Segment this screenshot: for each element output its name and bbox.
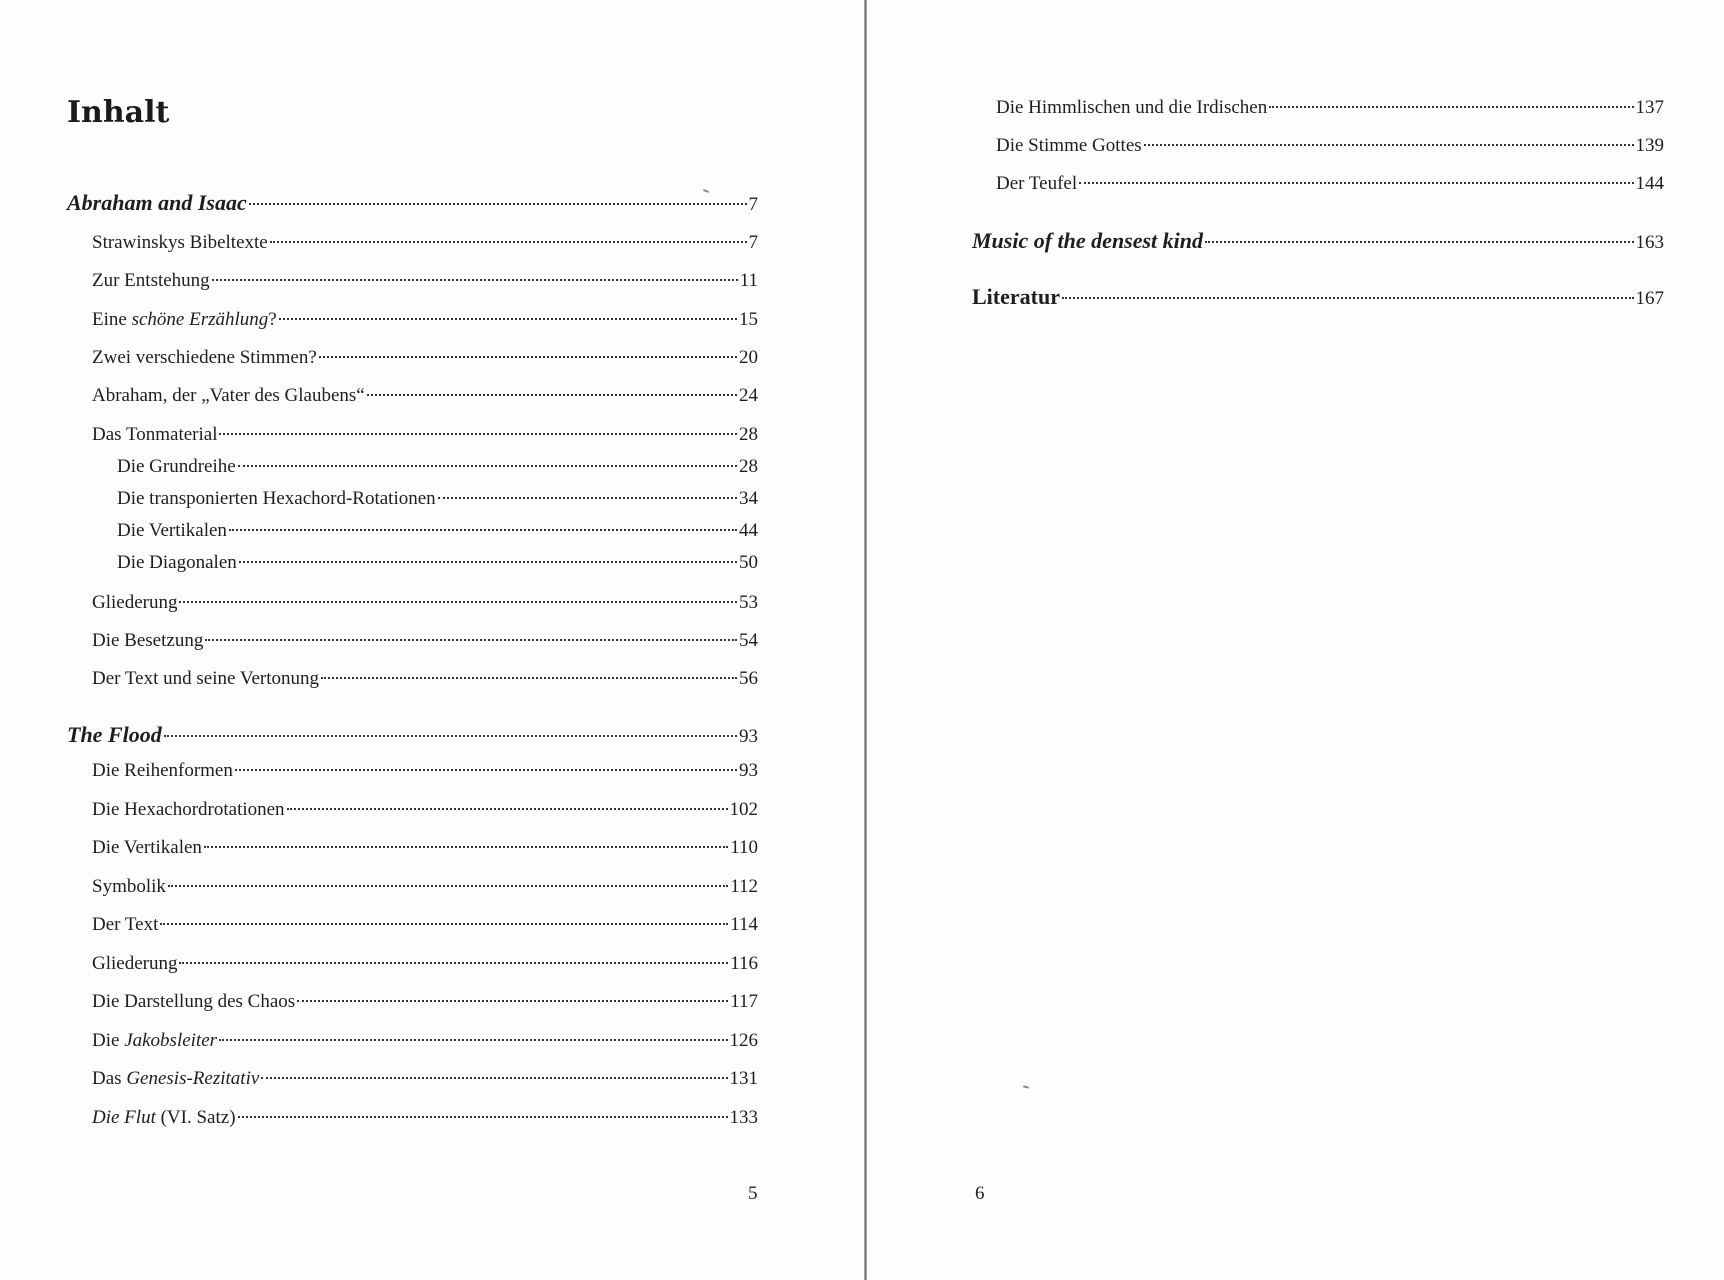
toc-entry-text: Die Vertikalen [117,520,227,541]
toc-page-number: 163 [1635,232,1664,253]
toc-entry-title [972,228,1203,254]
toc-section-entry [92,760,758,782]
toc-entry-emphasis: Music of the densest kind [972,228,1204,253]
toc-section-entry [92,837,758,859]
toc-dot-leader [204,846,728,848]
toc-entry-title [117,488,436,510]
page-heading: Inhalt [67,95,170,130]
toc-dot-leader [287,808,728,810]
toc-chapter-entry [972,284,1664,310]
toc-page-number: 11 [739,270,758,291]
toc-entry-title [92,270,210,292]
toc-dot-leader [261,1077,727,1079]
toc-entry-title [92,876,166,898]
toc-entry-title [92,668,319,690]
toc-entry-title [117,456,236,478]
toc-entry-text: Das [92,1068,127,1089]
toc-page-number: 20 [739,347,758,368]
toc-page-number: 102 [729,799,758,820]
toc-entry-text: Der Teufel [996,173,1078,194]
toc-entry-title [92,914,158,936]
toc-dot-leader [321,677,737,679]
toc-page-number: 133 [729,1107,758,1128]
toc-entry-text: Symbolik [92,876,166,897]
toc-entry-emphasis: Jakobsleiter [124,1030,218,1051]
toc-entry-text: Abraham, der „Vater des Glaubens“ [92,385,365,406]
toc-entry-title [92,347,317,369]
toc-page-number: 117 [730,991,758,1012]
toc-entry-title [67,190,247,216]
page-number: 5 [748,1183,758,1204]
toc-section-entry [92,668,758,690]
toc-entry-text: Zur Entstehung [92,270,210,291]
toc-entry-text: Strawinskys Bibeltexte [92,232,268,253]
toc-page-number: 116 [730,953,758,974]
toc-page-number: 114 [730,914,758,935]
toc-entry-text: Die Diagonalen [117,552,237,573]
toc-entry-text-suffix: ? [268,309,277,330]
toc-page-number: 7 [748,194,758,215]
toc-page-number: 44 [739,520,758,541]
toc-entry-text: Der Text und seine Vertonung [92,668,319,689]
toc-page-number: 34 [739,488,758,509]
toc-dot-leader [270,241,747,243]
toc-page-number: 54 [739,630,758,651]
toc-section-entry [996,173,1664,195]
toc-entry-title [92,630,203,652]
toc-entry-title [92,592,177,614]
page-number: 6 [975,1183,985,1204]
toc-page-number: 93 [739,726,758,747]
toc-page-number: 137 [1635,97,1664,118]
toc-dot-leader [238,465,737,467]
toc-entry-title [92,799,285,821]
toc-entry-title [92,953,177,975]
toc-entry-title [92,1068,259,1090]
toc-section-entry [92,876,758,898]
toc-entry-text: Die Reihenformen [92,760,233,781]
toc-dot-leader [229,529,737,531]
toc-entry-text: Die Darstellung des Chaos [92,991,296,1012]
toc-entry-title [996,135,1142,157]
toc-dot-leader [438,497,737,499]
toc-entry-text: Der Text [92,914,159,935]
toc-entry-title [67,722,162,748]
toc-chapter-entry [67,722,758,748]
toc-dot-leader [1205,241,1633,243]
toc-entry-emphasis: Die Flut [92,1107,156,1128]
toc-entry-title [996,173,1077,195]
toc-section-entry [92,799,758,821]
toc-page-number: 15 [739,309,758,330]
toc-page-number: 167 [1635,288,1664,309]
toc-entry-text: Die Besetzung [92,630,204,651]
toc-section-entry [92,1107,758,1129]
toc-section-entry [92,232,758,254]
toc-entry-title [92,837,202,859]
toc-entry-title [996,97,1267,119]
toc-entry-text: Die Stimme Gottes [996,135,1142,156]
toc-dot-leader [249,203,747,205]
toc-dot-leader [1079,182,1633,184]
toc-dot-leader [168,885,728,887]
toc-dot-leader [279,318,737,320]
toc-page-number: 50 [739,552,758,573]
toc-dot-leader [219,433,737,435]
toc-dot-leader [219,1039,727,1041]
toc-section-entry [92,424,758,446]
toc-dot-leader [1269,106,1633,108]
toc-section-entry [92,1068,758,1090]
toc-page-number: 28 [739,456,758,477]
toc-page-number: 112 [730,876,758,897]
toc-entry-text: Das Tonmaterial [92,424,218,445]
toc-entry-text: Die Hexachordrotationen [92,799,285,820]
toc-section-entry [92,630,758,652]
toc-entry-title [92,309,277,331]
toc-page-number: 7 [748,232,758,253]
toc-entry-text: Die [92,1030,125,1051]
toc-section-entry [92,914,758,936]
toc-entry-text-suffix: (VI. Satz) [155,1107,236,1128]
toc-entry-emphasis: Genesis-Rezitativ [126,1068,260,1089]
toc-section-entry [92,592,758,614]
toc-section-entry [92,953,758,975]
toc-entry-title [92,424,217,446]
toc-entry-title [92,385,365,407]
toc-page-number: 93 [739,760,758,781]
toc-entry-text: Literatur [972,284,1060,309]
toc-dot-leader [205,639,737,641]
toc-section-entry [92,385,758,407]
toc-page-number: 139 [1635,135,1664,156]
toc-page-number: 53 [739,592,758,613]
toc-entry-title [92,991,295,1013]
toc-entry-title [92,232,268,254]
toc-entry-text: Die transponierten Hexachord-Rotationen [117,488,436,509]
toc-dot-leader [319,356,737,358]
toc-section-entry [92,991,758,1013]
book-gutter [864,0,867,1280]
toc-entry-title [972,284,1060,310]
toc-page-number: 56 [739,668,758,689]
toc-entry-text: Die Vertikalen [92,837,202,858]
toc-entry-title [117,552,237,574]
toc-entry-text: Die Himmlischen und die Irdischen [996,97,1268,118]
toc-entry-title [92,1107,236,1129]
toc-entry-emphasis: Abraham and Isaac [67,190,247,215]
toc-page-number: 144 [1635,173,1664,194]
toc-page-number: 24 [739,385,758,406]
toc-subsection-entry [117,552,758,574]
toc-entry-text: Gliederung [92,953,178,974]
toc-entry-text: Die Grundreihe [117,456,236,477]
toc-entry-text: Zwei verschiedene Stimmen? [92,347,317,368]
toc-chapter-entry [972,228,1664,254]
toc-entry-title [92,760,233,782]
toc-subsection-entry [117,488,758,510]
toc-chapter-entry [67,190,758,216]
toc-section-entry [92,347,758,369]
toc-entry-text: Gliederung [92,592,178,613]
toc-entry-emphasis: The Flood [67,722,162,747]
toc-section-entry [92,309,758,331]
toc-section-entry [996,97,1664,119]
toc-entry-emphasis: schöne Erzählung [131,309,269,330]
toc-dot-leader [179,962,728,964]
toc-dot-leader [297,1000,728,1002]
toc-entry-text: Eine [92,309,132,330]
toc-subsection-entry [117,456,758,478]
toc-dot-leader [239,561,737,563]
toc-page-number: 131 [729,1068,758,1089]
toc-dot-leader [164,735,737,737]
toc-section-entry [92,1030,758,1052]
toc-entry-title [92,1030,217,1052]
toc-dot-leader [367,394,737,396]
toc-list-right [868,0,1724,1280]
toc-dot-leader [1062,297,1634,299]
toc-dot-leader [212,279,738,281]
toc-page-number: 126 [729,1030,758,1051]
toc-section-entry [996,135,1664,157]
toc-dot-leader [238,1116,728,1118]
toc-subsection-entry [117,520,758,542]
toc-page-number: 28 [739,424,758,445]
right-page [868,0,1724,1280]
toc-dot-leader [235,769,737,771]
toc-dot-leader [1144,144,1634,146]
toc-entry-title [117,520,227,542]
toc-dot-leader [179,601,737,603]
toc-dot-leader [160,923,728,925]
toc-section-entry [92,270,758,292]
toc-page-number: 110 [730,837,758,858]
